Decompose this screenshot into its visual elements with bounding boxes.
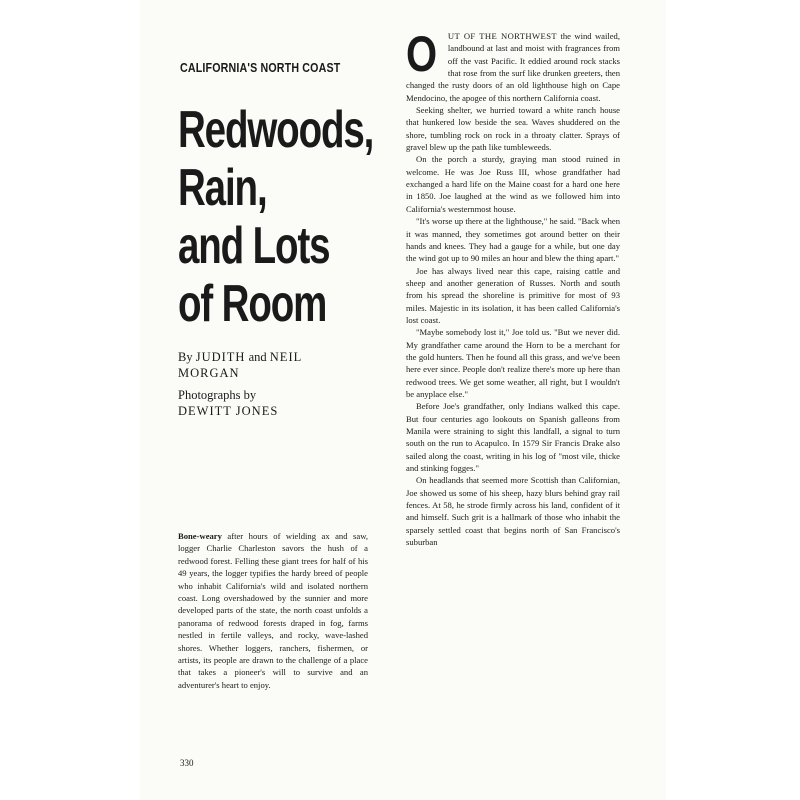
- body-paragraph: On the porch a sturdy, graying man stood ruined in welcome. He was Joe Russ III, whose grandfather had exchanged a hard life on the Maine coast for a hard one here in 1850. Joe laughed at the wind as we followed him into California's westernmost house.: [406, 154, 620, 214]
- body-paragraph: "It's worse up there at the lighthouse," he said. "Back when it was manned, they sometimes got around better on their hands and knees. They had a gauge for a while, but one day the wind got up to 90 miles an hour and blew the thing apart.": [406, 216, 620, 264]
- body-paragraph: On headlands that seemed more Scottish than Californian, Joe showed us some of his sheep, hazy blurs behind gray rail fences. At 58, he strode firmly across his land, confident of it and himself. Such grit is a hallmark of those who inhabit the sparsely settled coast that begins north of San Francisco's suburban: [406, 475, 620, 548]
- byline-by: By: [178, 350, 193, 364]
- photo-credit-label: Photographs by: [178, 388, 257, 402]
- title-column: [178, 60, 378, 419]
- author-surname: MORGAN: [178, 366, 240, 380]
- magazine-page: [140, 0, 666, 800]
- headline-line: of Room: [178, 275, 327, 333]
- paragraph-text: the wind wailed, landbound at last and moist with fragrances from off the vast Pacific. It eddied around rock stacks that rose from the surf like drunken greeters, then changed the rusty doors of an old lighthouse high on Cape Mendocino, the apogee of this northern California coast.: [406, 31, 621, 103]
- body-paragraph: Joe has always lived near this cape, raising cattle and sheep and another generation of Russes. North and south from his spread the shoreline is primitive for most of 93 miles. Majestic in its isolation, it has been called California's lost coast.: [406, 265, 620, 325]
- headline-line: and Lots: [178, 217, 330, 275]
- byline-and: and: [248, 350, 267, 364]
- photo-caption: [178, 530, 368, 691]
- kicker: CALIFORNIA'S NORTH COAST: [180, 60, 341, 75]
- body-paragraph: Before Joe's grandfather, only Indians walked this cape. But four centuries ago lookouts on Spanish galleons from Manila were straining to sight this landfall, a signal to turn south on the run to Acapulco. In 1579 Sir Francis Drake also sailed along the coast, writing in his log of "most vile, thicke and stinking fogges.": [406, 401, 620, 474]
- caption-text: after hours of wielding ax and saw, logger Charlie Charleston savors the hush of a redwood forest. Felling these giant trees for half of his 49 years, the logger typifies the hardy breed of people who inhabit California's wild and isolated northern coast. Long overshadowed by the sunnier and more developed parts of the state, the north coast unfolds a panorama of redwood forests draped in fog, farms nestled in fertile valleys, and rocky, wave-lashed shores. Whether loggers, ranchers, fishermen, or artists, its people are drawn to the challenge of a place that takes a pioneer's will to survive and an adventurer's heart to enjoy.: [178, 531, 368, 690]
- headline-line: Redwoods,: [178, 101, 374, 159]
- body-paragraph: Seeking shelter, we hurried toward a white ranch house that hunkered low beside the sea. Waves shuddered on the shore, tumbling rock on rock in a throaty clatter. Sprays of gravel blew up the path like tumbleweeds.: [406, 105, 620, 153]
- body-paragraph: "Maybe somebody lost it," Joe told us. "But we never did. My grandfather came around the Horn to be a merchant for the gold hunters. Then he found all this grass, and we've been here ever since. People don't realize there's more up here than redwood trees. We get some weather, all right, but I wouldn't be anyplace else.": [406, 327, 620, 399]
- opening-caps: UT OF THE NORTHWEST: [447, 31, 558, 41]
- caption-lead: Bone-weary: [178, 531, 222, 541]
- photographer: DEWITT JONES: [178, 404, 279, 418]
- authors-line: [178, 349, 378, 365]
- headline-line: Rain,: [178, 159, 267, 217]
- headline: [178, 101, 378, 333]
- byline: [178, 349, 378, 419]
- body-paragraph: [406, 26, 621, 104]
- body-column: [406, 26, 621, 548]
- drop-cap: O: [406, 26, 438, 82]
- author-first: JUDITH: [195, 350, 246, 364]
- author-second: NEIL: [269, 350, 303, 364]
- page-number: 330: [180, 758, 194, 768]
